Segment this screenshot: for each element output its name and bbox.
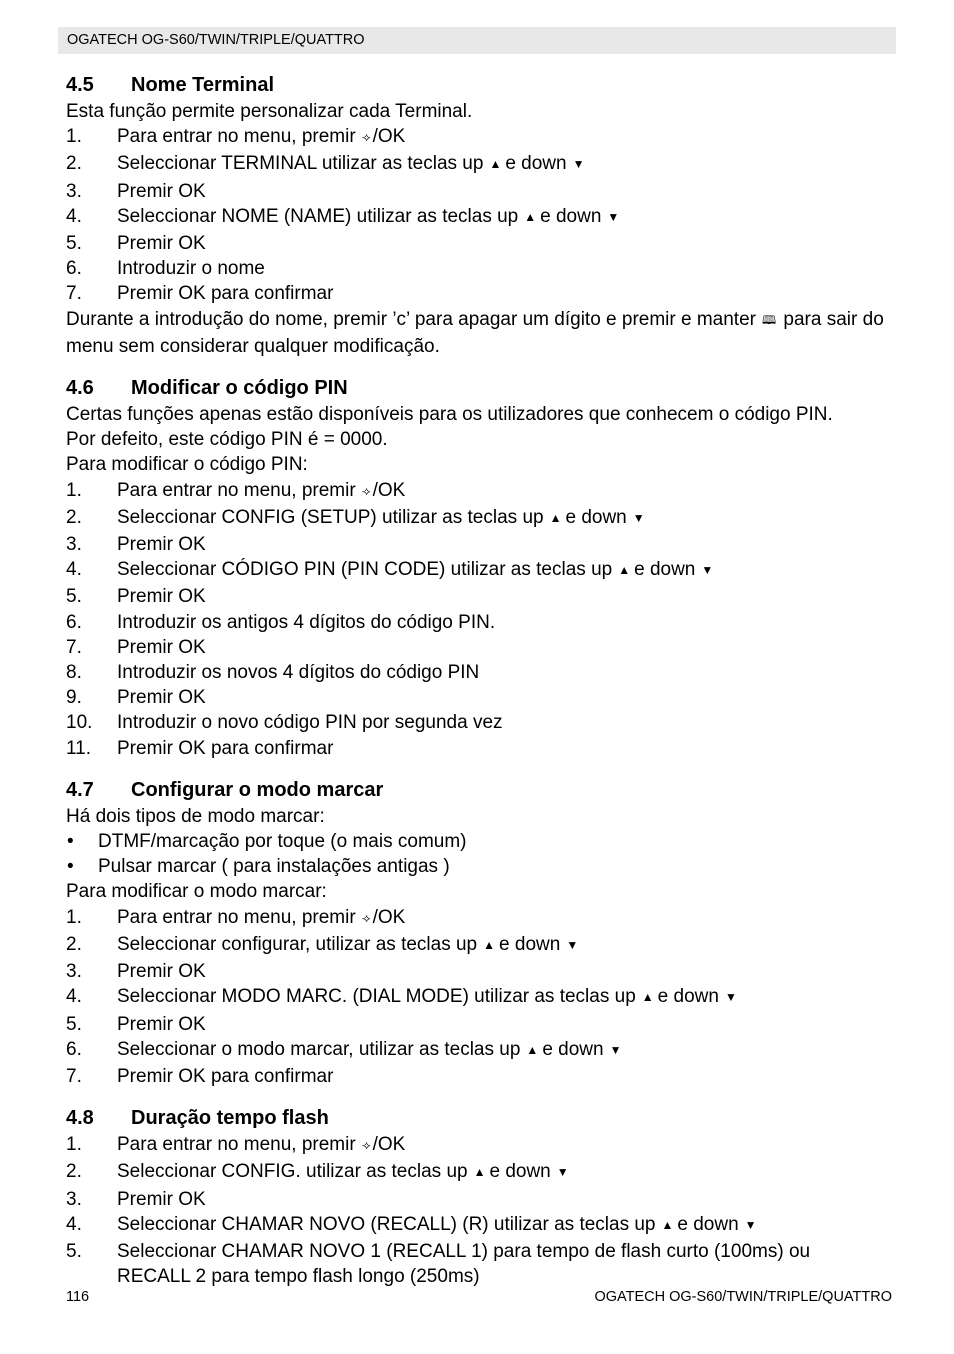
page-number: 116 <box>66 1289 90 1305</box>
section-heading: 4.6 Modificar o código PIN <box>66 377 348 400</box>
list-item: 4. Seleccionar MODO MARC. (DIAL MODE) utilizar as teclas up ▲ e down ▼ <box>66 984 896 1011</box>
list-item: 3. Premir OK <box>66 961 206 983</box>
list-item: 2. Seleccionar CONFIG (SETUP) utilizar as teclas up ▲ e down ▼ <box>66 505 896 532</box>
section-heading: 4.5 Nome Terminal <box>66 74 274 96</box>
up-arrow-icon: ▲ <box>524 209 537 224</box>
list-item: 4. Seleccionar CHAMAR NOVO (RECALL) (R) utilizar as teclas up ▲ e down ▼ <box>66 1212 896 1239</box>
list-item: 1. Para entrar no menu, premir ⟢ /OK <box>66 479 406 501</box>
running-header <box>58 27 896 54</box>
list-item: 3. Premir OK <box>66 180 206 202</box>
list-item: 2. Seleccionar TERMINAL utilizar as teclas up ▲ e down ▼ <box>66 151 896 178</box>
list-item: 7. Premir OK <box>66 636 206 658</box>
down-arrow-icon: ▼ <box>607 209 620 224</box>
menu-key-icon: ⟢ <box>361 910 371 925</box>
list-item: 1. Para entrar no menu, premir ⟢ /OK <box>66 906 406 928</box>
up-arrow-icon: ▲ <box>483 937 496 952</box>
list-item: 3. Premir OK <box>66 1188 206 1210</box>
page-content <box>66 72 896 1305</box>
list-item: 2. Seleccionar CONFIG. utilizar as teclas up ▲ e down ▼ <box>66 1159 896 1186</box>
list-item: 10. Introduzir o novo código PIN por segunda vez <box>66 712 503 734</box>
down-arrow-icon: ▼ <box>609 1042 622 1057</box>
section-nome-terminal <box>66 72 896 359</box>
list-item: 1. Para entrar no menu, premir ⟢ /OK <box>66 1134 406 1156</box>
list-item: 6. Introduzir os antigos 4 dígitos do código PIN. <box>66 611 496 633</box>
list-item: 4. Seleccionar NOME (NAME) utilizar as teclas up ▲ e down ▼ <box>66 204 896 231</box>
down-arrow-icon: ▼ <box>701 563 714 578</box>
menu-key-icon: ⟢ <box>361 1138 371 1153</box>
menu-key-icon: ⟢ <box>361 130 371 145</box>
list-item: 8. Introduzir os novos 4 dígitos do código PIN <box>66 662 480 684</box>
list-item: 5. Seleccionar CHAMAR NOVO 1 (RECALL 1) para tempo de flash curto (100ms) ou RECALL 2 para tempo flash longo (250ms) <box>66 1240 811 1288</box>
phonebook-icon: 🕮 <box>761 312 777 327</box>
paragraph: Para modificar o código PIN: <box>66 454 308 476</box>
up-arrow-icon: ▲ <box>618 563 631 578</box>
menu-key-icon: ⟢ <box>361 483 371 498</box>
list-item: 11. Premir OK para confirmar <box>66 737 334 759</box>
down-arrow-icon: ▼ <box>572 157 585 172</box>
up-arrow-icon: ▲ <box>661 1217 674 1232</box>
list-item: 3. Premir OK <box>66 534 206 556</box>
list-item: 9. Premir OK <box>66 687 206 709</box>
list-item: 5. Premir OK <box>66 586 206 608</box>
up-arrow-icon: ▲ <box>473 1165 486 1180</box>
up-arrow-icon: ▲ <box>526 1042 539 1057</box>
up-arrow-icon: ▲ <box>489 157 502 172</box>
paragraph: Por defeito, este código PIN é = 0000. <box>66 429 388 451</box>
section-tempo-flash <box>66 1105 896 1289</box>
header-title: OGATECH OG-S60/TWIN/TRIPLE/QUATTRO <box>67 32 365 48</box>
list-item: 4. Seleccionar CÓDIGO PIN (PIN CODE) utilizar as teclas up ▲ e down ▼ <box>66 557 896 584</box>
bullet-item: • DTMF/marcação por toque (o mais comum) <box>67 831 467 853</box>
section-modo-marcar <box>66 777 896 1089</box>
down-arrow-icon: ▼ <box>724 990 737 1005</box>
paragraph: Esta função permite personalizar cada Terminal. <box>66 101 473 122</box>
section-heading: 4.8 Duração tempo flash <box>66 1107 329 1130</box>
paragraph: Certas funções apenas estão disponíveis para os utilizadores que conhecem o código PIN. <box>66 404 833 426</box>
list-item: 7. Premir OK para confirmar <box>66 283 334 305</box>
list-item: 5. Premir OK <box>66 233 206 255</box>
list-item: 5. Premir OK <box>66 1013 206 1035</box>
up-arrow-icon: ▲ <box>641 990 654 1005</box>
section-modificar-pin <box>66 375 896 761</box>
list-item: 7. Premir OK para confirmar <box>66 1065 334 1087</box>
paragraph: Durante a introdução do nome, premir ’c’ para apagar um dígito e premir e manter 🕮 para sair do menu sem considerar qualquer modificação. <box>66 308 884 357</box>
up-arrow-icon: ▲ <box>549 510 562 525</box>
list-item: 6. Seleccionar o modo marcar, utilizar as teclas up ▲ e down ▼ <box>66 1037 896 1064</box>
down-arrow-icon: ▼ <box>566 937 579 952</box>
down-arrow-icon: ▼ <box>556 1165 569 1180</box>
section-heading: 4.7 Configurar o modo marcar <box>66 778 384 801</box>
list-item: 1. Para entrar no menu, premir ⟢ /OK <box>66 126 406 148</box>
down-arrow-icon: ▼ <box>632 510 645 525</box>
list-item: 6. Introduzir o nome <box>66 258 265 280</box>
bullet-item: • Pulsar marcar ( para instalações antigas ) <box>67 856 450 878</box>
paragraph: Para modificar o modo marcar: <box>66 881 327 903</box>
down-arrow-icon: ▼ <box>744 1217 757 1232</box>
footer-title: OGATECH OG-S60/TWIN/TRIPLE/QUATTRO <box>594 1289 892 1305</box>
list-item: 2. Seleccionar configurar, utilizar as teclas up ▲ e down ▼ <box>66 932 896 959</box>
paragraph: Há dois tipos de modo marcar: <box>66 805 325 827</box>
